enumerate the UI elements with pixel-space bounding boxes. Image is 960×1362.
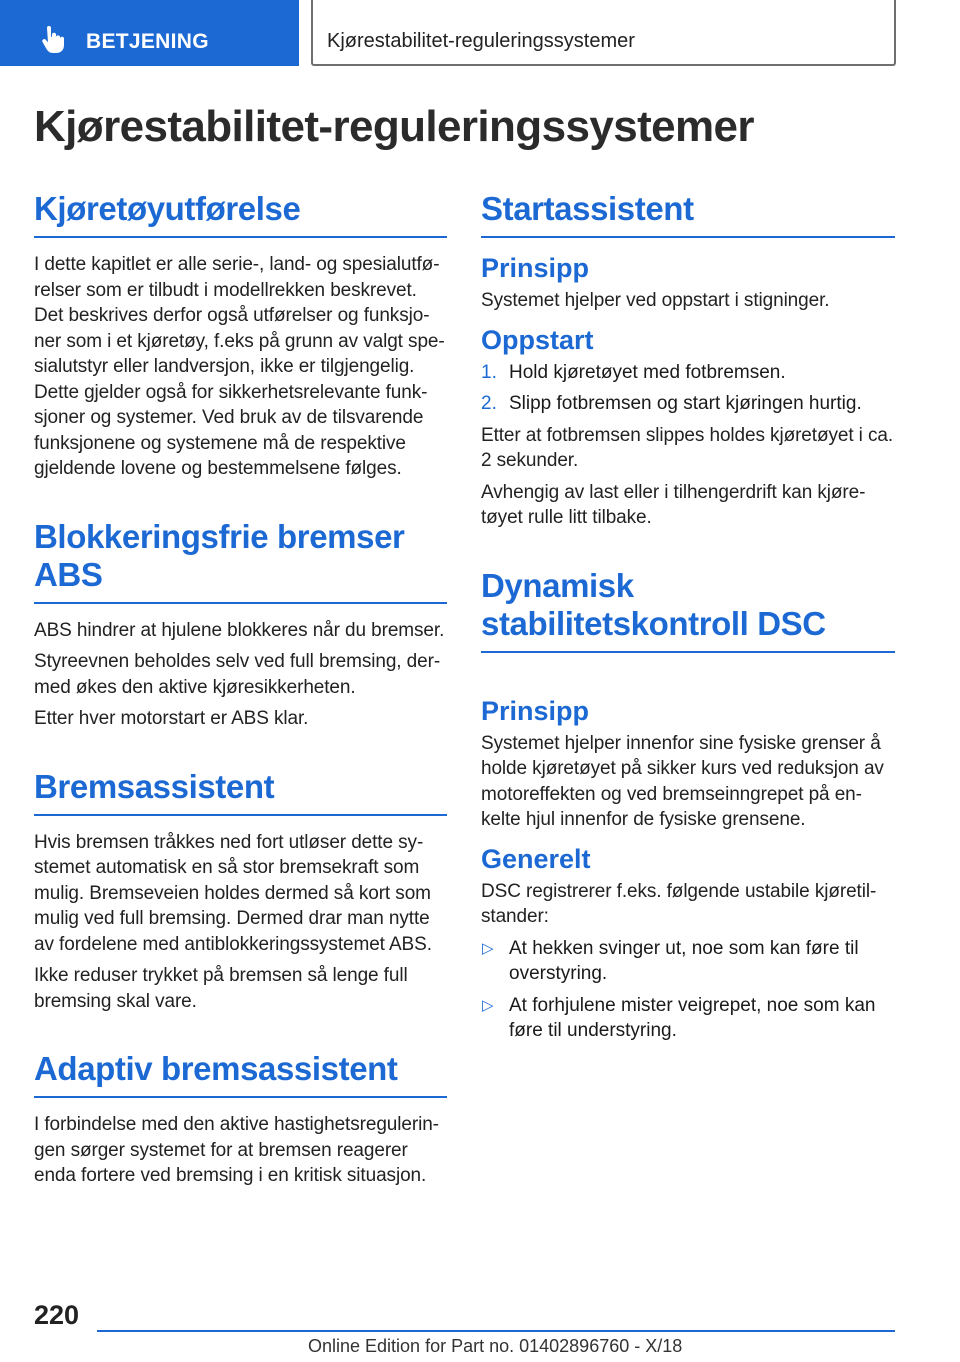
paragraph: Systemet hjelper innenfor sine fysiske grenser å holde kjøretøyet på sikker kurs ved reduksjon av motoreffekten og ved bremseinngrepet på enkelte hjul innenfor de fysiske grensene.	[481, 732, 884, 830]
bullet-list	[481, 936, 895, 1044]
heading-adaptiv-bremsassistent: Adaptiv bremsassistent	[34, 1050, 447, 1098]
paragraph: I forbindelse med den aktive hastighetsreguleringen sørger systemet for at bremsen reagerer enda fortere ved bremsing i en kritisk situasjon.	[34, 1114, 439, 1186]
steps-list	[481, 360, 895, 417]
heading-kjoretoyutforelse: Kjøretøyutførelse	[34, 190, 447, 238]
section-tab[interactable]	[0, 0, 299, 66]
right-column	[481, 190, 895, 1050]
footer-divider	[97, 1330, 895, 1332]
chapter-label: Kjørestabilitet-reguleringssystemer	[327, 30, 635, 52]
heading-startassistent: Startassistent	[481, 190, 895, 238]
left-column	[34, 190, 447, 1195]
heading-dsc: Dynamisk stabilitetskontroll DSC	[481, 567, 895, 653]
triangle-bullet-icon: ▷	[482, 939, 494, 957]
list-item	[481, 993, 895, 1044]
paragraph: ABS hindrer at hjulene blokkeres når du bremser.	[34, 619, 445, 641]
paragraph: Etter at fotbremsen slippes holdes kjøretøyet i ca. 2 sekunder.	[481, 424, 894, 471]
list-item	[481, 391, 895, 417]
page-number: 220	[34, 1300, 80, 1330]
heading-abs: Blokkeringsfrie bremser ABS	[34, 518, 447, 604]
pointing-hand-icon	[38, 26, 66, 54]
heading-bremsassistent: Bremsassistent	[34, 768, 447, 816]
triangle-bullet-icon: ▷	[482, 996, 494, 1014]
paragraph: Styreevnen beholdes selv ved full bremsing, dermed økes den aktive kjøresikkerheten.	[34, 651, 441, 698]
step-text: Hold kjøretøyet med fotbremsen.	[509, 361, 786, 383]
subheading-prinsipp: Prinsipp	[481, 253, 590, 283]
paragraph: I dette kapitlet er alle serie-, land- og spesialutførelser som er tilbudt i modellrekken beskrevet. Det beskrives derfor også utførelser og funksjoner som i et kjøretøy, f.eks på grunn av valgt spesialutstyr eller landversjon, ikke er tilgjengelig. Dette gjelder også for sikkerhetsrelevante funksjoner og systemer. Ved bruk av de tilsvarende funksjonene og systemene må de respektive gjeldende lovene og bestemmelsene følges.	[34, 254, 445, 479]
paragraph: Systemet hjelper ved oppstart i stigninger.	[481, 290, 830, 311]
footer-edition: Online Edition for Part no. 01402896760 - X/18	[308, 1336, 683, 1356]
step-number: 1.	[481, 361, 497, 383]
list-item	[481, 360, 895, 386]
chapter-header	[311, 0, 896, 66]
paragraph: DSC registrerer f.eks. følgende ustabile kjøretilstander:	[481, 880, 877, 927]
step-number: 2.	[481, 393, 497, 414]
subheading-generelt: Generelt	[481, 843, 591, 874]
section-label: BETJENING	[86, 30, 209, 53]
subheading-oppstart: Oppstart	[481, 324, 594, 355]
paragraph: Etter hver motorstart er ABS klar.	[34, 708, 309, 729]
subheading-prinsipp: Prinsipp	[481, 695, 590, 726]
paragraph: Avhengig av last eller i tilhengerdrift kan kjøretøyet rulle litt tilbake.	[481, 481, 866, 528]
page-title: Kjørestabilitet-reguleringssystemer	[34, 102, 754, 151]
list-item	[481, 936, 895, 987]
step-text: Slipp fotbremsen og start kjøringen hurtig.	[509, 393, 862, 414]
paragraph: Ikke reduser trykket på bremsen så lenge full bremsing skal vare.	[34, 965, 408, 1012]
paragraph: Hvis bremsen tråkkes ned fort utløser dette systemet automatisk en så stor bremsekraft som mulig. Bremseveien holdes dermed så kort som mulig ved full bremsing. Dermed drar man nytte av fordelene med antiblokkeringssystemet ABS.	[34, 831, 432, 955]
bullet-text: At hekken svinger ut, noe som kan føre til overstyring.	[509, 937, 859, 984]
bullet-text: At forhjulene mister veigrepet, noe som kan føre til understyring.	[509, 994, 876, 1041]
